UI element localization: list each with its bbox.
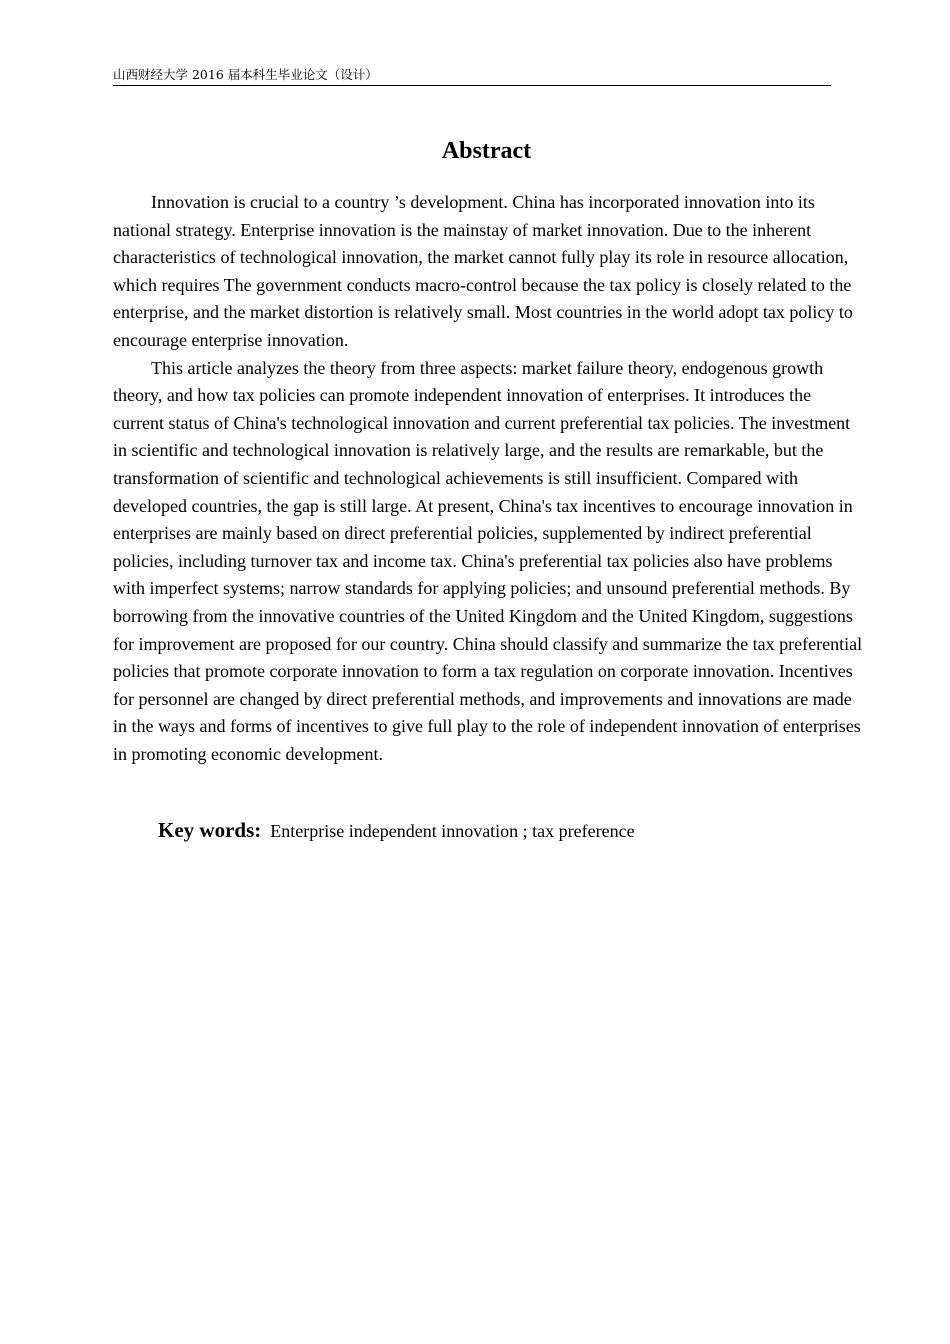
abstract-body	[113, 189, 865, 768]
abstract-title: Abstract	[441, 138, 532, 164]
keywords	[158, 816, 858, 845]
abstract-paragraph: Innovation is crucial to a country ’s development. China has incorporated innovation into its national strategy. Enterprise innovation is the mainstay of market innovation. Due to the inherent characteristics of technological innovation, the market cannot fully play its role in resource allocation, which requires The government conducts macro-control because the tax policy is closely related to the enterprise, and the market distortion is relatively small. Most countries in the world adopt tax policy to encourage enterprise innovation.	[113, 192, 853, 350]
page-header: 山西财经大学 2016 届本科生毕业论文（设计）	[113, 66, 831, 86]
abstract-paragraph: This article analyzes the theory from three aspects: market failure theory, endogenous growth theory, and how tax policies can promote independent innovation of enterprises. It introduces the current status of China's technological innovation and current preferential tax policies. The investment in scientific and technological innovation is relatively large, and the results are remarkable, but the transformation of scientific and technological achievements is still insufficient. Compared with developed countries, the gap is still large. At present, China's tax incentives to encourage innovation in enterprises are mainly based on direct preferential policies, supplemented by indirect preferential policies, including turnover tax and income tax. China's preferential tax policies also have problems with imperfect systems; narrow standards for applying policies; and unsound preferential methods. By borrowing from the innovative countries of the United Kingdom and the United Kingdom, suggestions for improvement are proposed for our country. China should classify and summarize the tax preferential policies that promote corporate innovation to form a tax regulation on corporate innovation. Incentives for personnel are changed by direct preferential methods, and improvements and innovations are made in the ways and forms of incentives to give full play to the role of independent innovation of enterprises in promoting economic development.	[113, 357, 863, 764]
keywords-label: Key words:	[158, 818, 262, 842]
keywords-text: Enterprise independent innovation ; tax preference	[270, 821, 635, 841]
